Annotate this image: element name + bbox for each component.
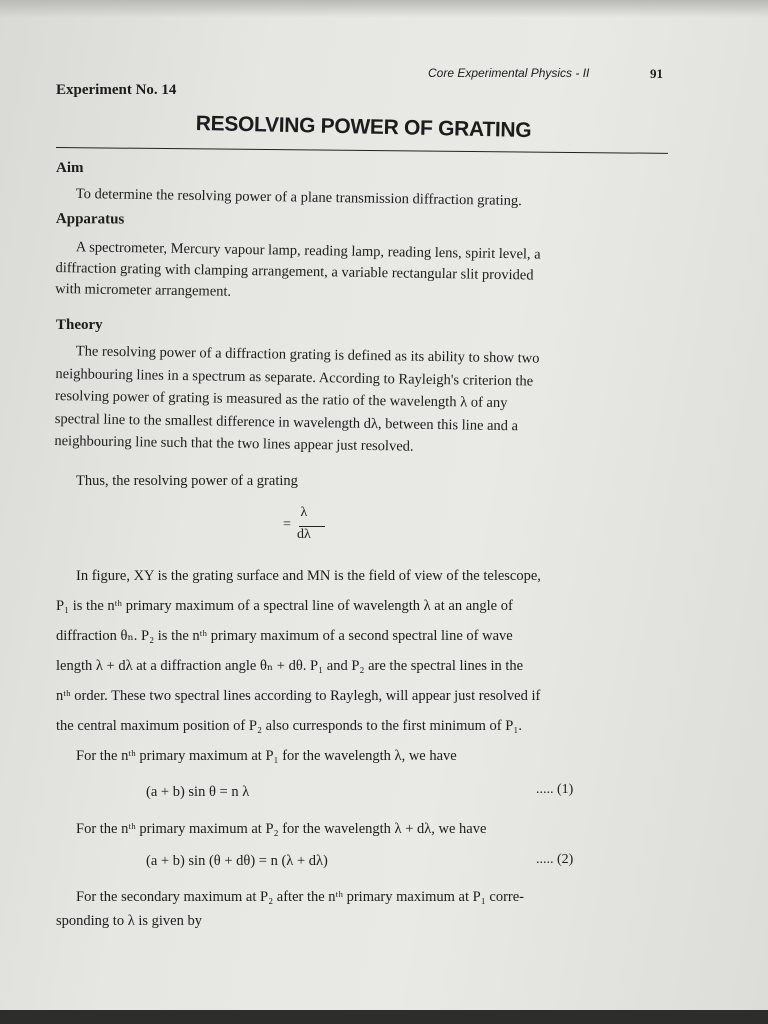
figure-line: the central maximum position of P₂ also curresponds to the first minimum of P₁. <box>56 718 522 734</box>
apparatus-heading: Apparatus <box>55 211 125 228</box>
closing-line: For the secondary maximum at P₂ after the nᵗʰ primary maximum at P₁ corre- <box>76 889 524 905</box>
title-rule <box>56 147 668 154</box>
equals-sign: = <box>283 517 291 532</box>
apparatus-line: with micrometer arrangement. <box>55 280 232 300</box>
resolving-power-fraction <box>283 505 311 543</box>
theory-line: The resolving power of a diffraction grating is defined as its ability to show two <box>75 343 540 367</box>
eq2-intro-line: For the nᵗʰ primary maximum at P₂ for the wavelength λ + dλ, we have <box>76 821 487 837</box>
theory-text <box>54 340 539 460</box>
equation-1: (a + b) sin θ = n λ <box>146 784 250 800</box>
apparatus-line: A spectrometer, Mercury vapour lamp, reading lamp, reading lens, spirit level, a <box>75 239 541 263</box>
page-bottom-edge <box>0 1010 768 1024</box>
fraction-numerator: λ <box>300 505 308 520</box>
theory-line: resolving power of grating is measured as the ratio of the wavelength λ of any <box>54 387 508 412</box>
fraction-denominator: dλ <box>297 527 311 542</box>
figure-line: In figure, XY is the grating surface and MN is the field of view of the telescope, <box>76 568 541 584</box>
theory-line: neighbouring line such that the two lines appear just resolved. <box>54 432 414 455</box>
closing-paragraph <box>56 885 524 933</box>
fraction-bar <box>299 526 325 527</box>
experiment-number: Experiment No. 14 <box>56 82 177 98</box>
figure-line: P₁ is the nᵗʰ primary maximum of a spectral line of wavelength λ at an angle of <box>56 598 513 614</box>
equation-2-number: ..... (2) <box>536 852 574 867</box>
thus-line: Thus, the resolving power of a grating <box>76 473 298 489</box>
page-number: 91 <box>650 66 663 81</box>
equation-1-number: ..... (1) <box>536 782 574 797</box>
theory-line: spectral line to the smallest difference in wavelength dλ, between this line and a <box>54 410 519 434</box>
eq1-intro <box>76 745 457 767</box>
page-title: RESOLVING POWER OF GRATING <box>195 112 532 143</box>
apparatus-line: diffraction grating with clamping arrangement, a variable rectangular slit provided <box>55 259 534 284</box>
aim-line: To determine the resolving power of a plane transmission diffraction grating. <box>75 185 522 210</box>
closing-line: sponding to λ is given by <box>56 913 202 929</box>
theory-heading: Theory <box>56 317 103 333</box>
eq2-intro <box>76 818 486 840</box>
equation-2: (a + b) sin (θ + dθ) = n (λ + dλ) <box>146 853 328 869</box>
theory-thus <box>76 470 298 492</box>
aim-heading: Aim <box>56 160 84 176</box>
figure-line: length λ + dλ at a diffraction angle θₙ + dθ. P₁ and P₂ are the spectral lines in the <box>56 658 524 674</box>
figure-line: nᵗʰ order. These two spectral lines according to Raylegh, will appear just resolved if <box>56 688 541 704</box>
page-top-shadow <box>0 0 768 18</box>
apparatus-text <box>55 237 541 308</box>
theory-line: neighbouring lines in a spectrum as separate. According to Rayleigh's criterion the <box>55 365 534 389</box>
aim-text <box>76 183 522 212</box>
eq1-intro-line: For the nᵗʰ primary maximum at P₁ for the wavelength λ, we have <box>76 748 457 764</box>
running-head: Core Experimental Physics - II <box>428 66 590 80</box>
figure-paragraph <box>56 561 541 741</box>
figure-line: diffraction θₙ. P₂ is the nᵗʰ primary maximum of a second spectral line of wave <box>56 628 513 644</box>
